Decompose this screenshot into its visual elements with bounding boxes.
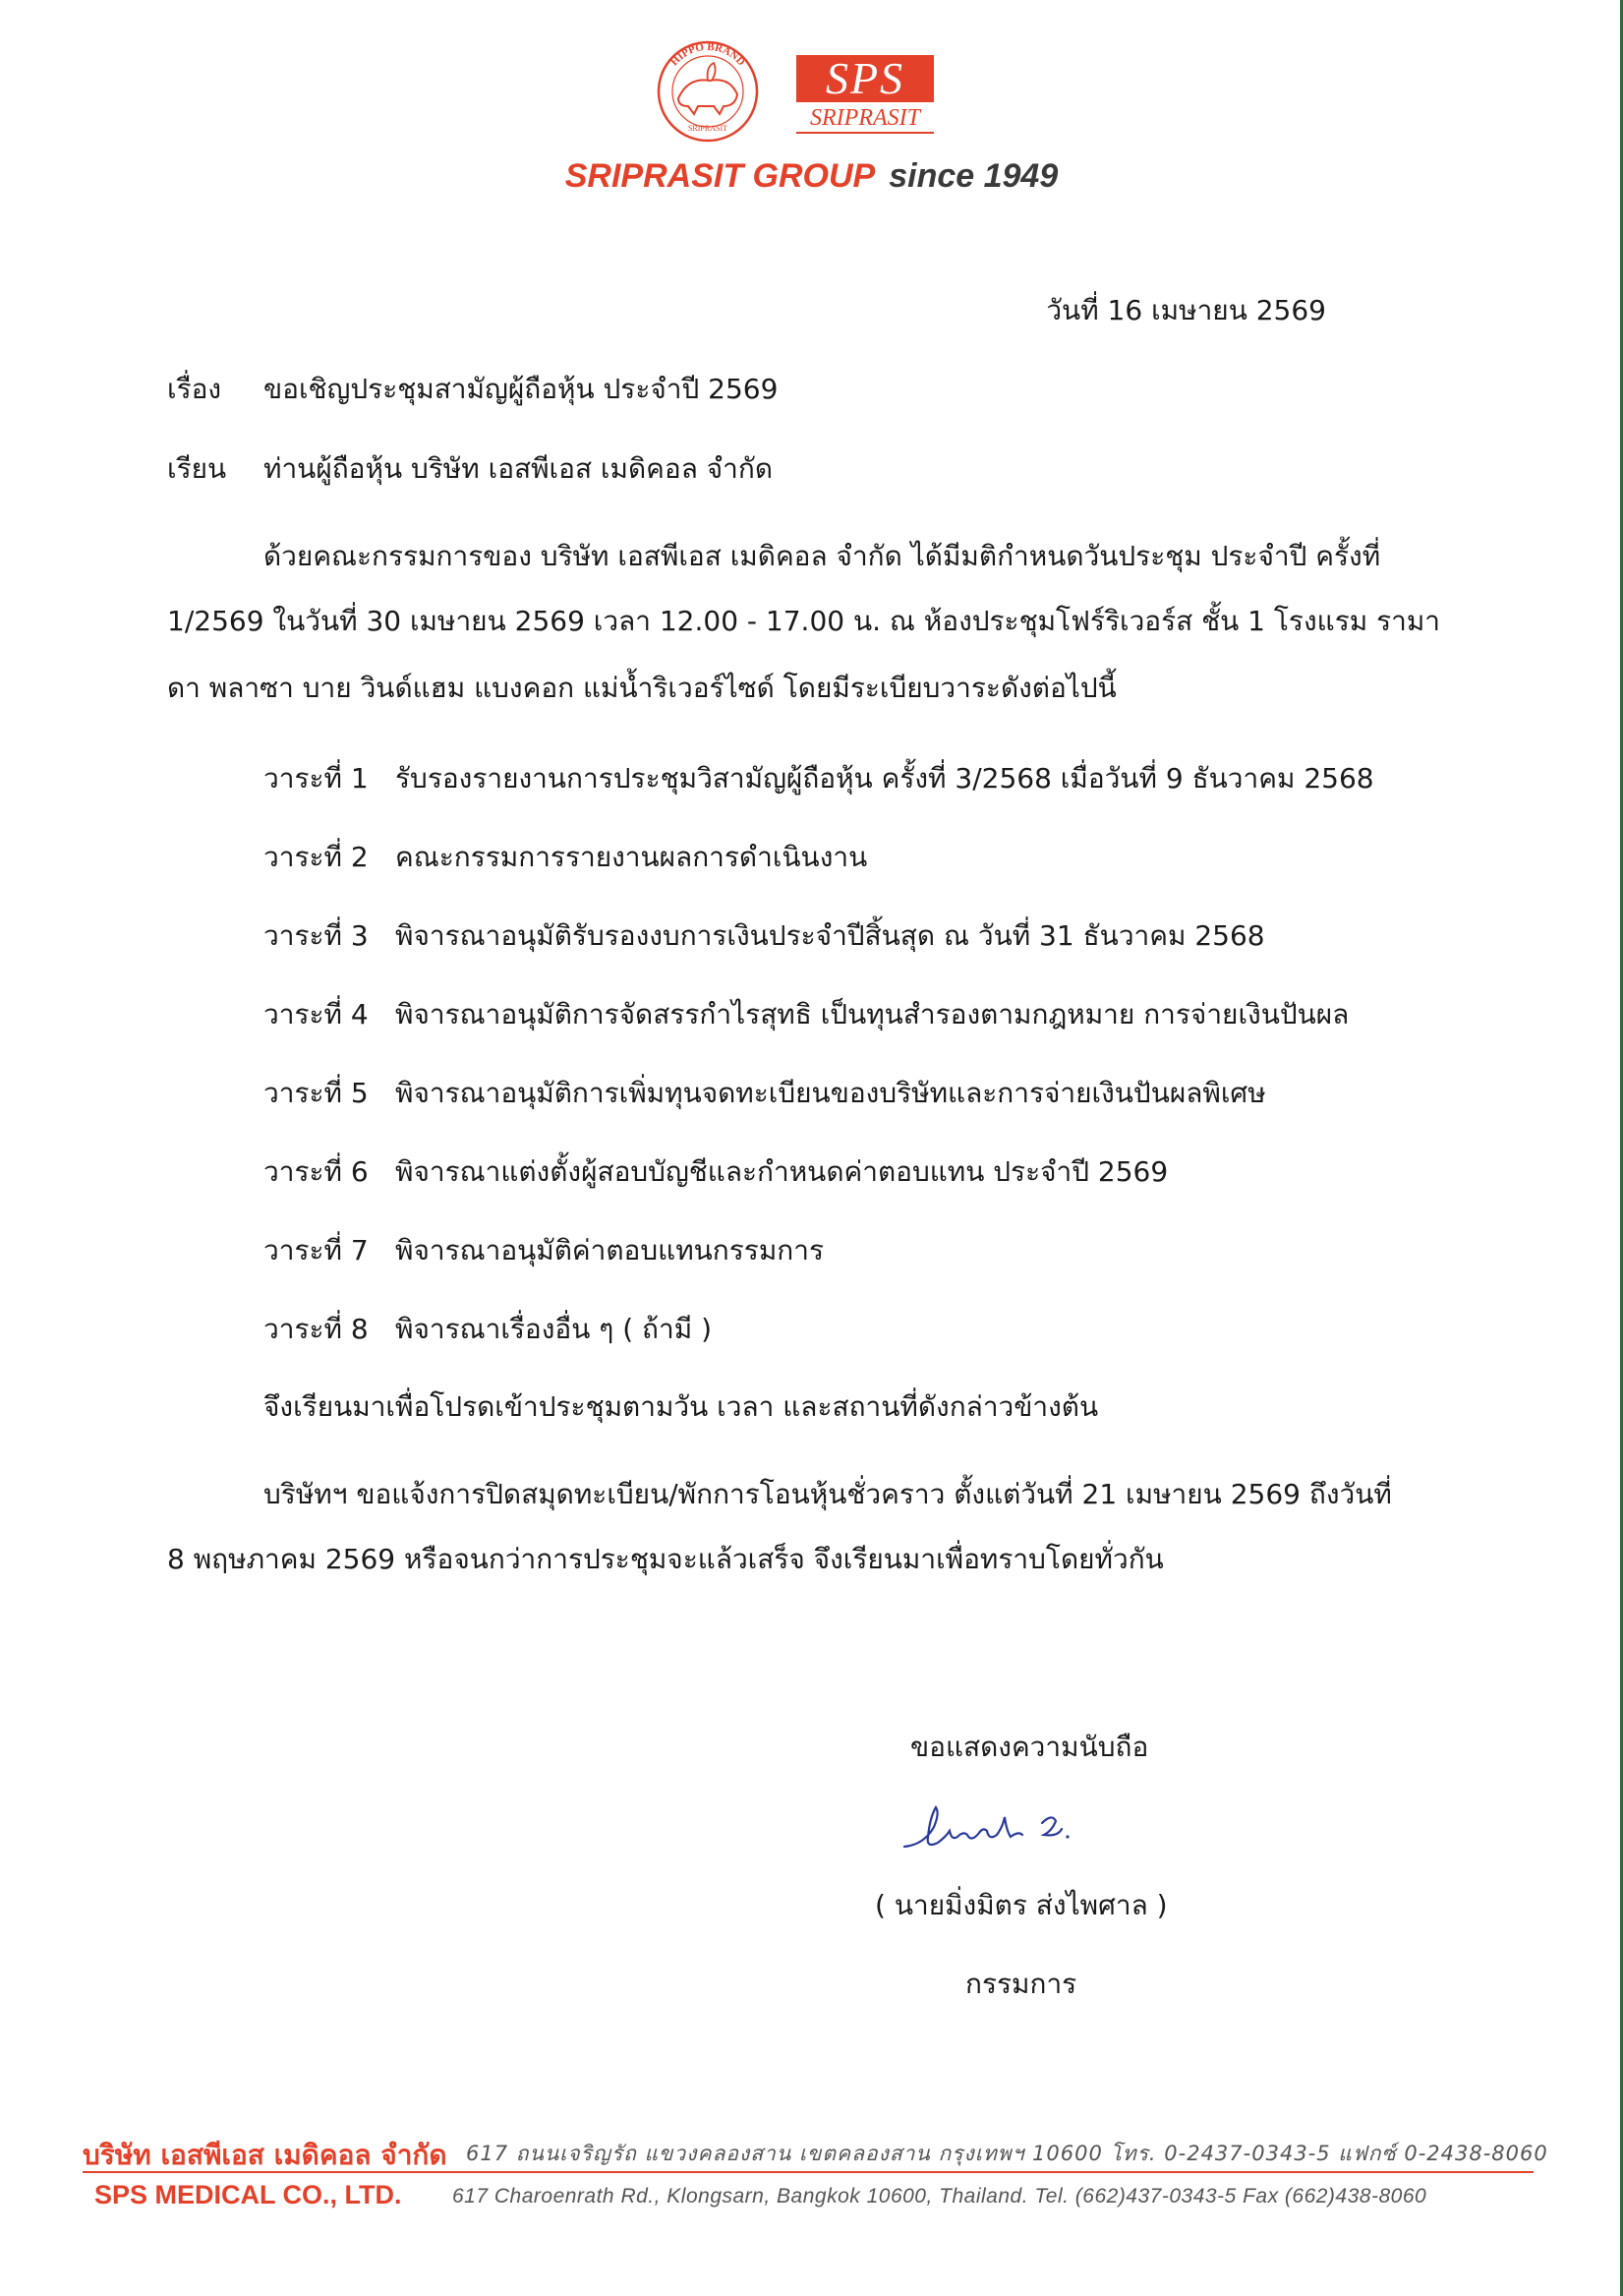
intro-line-3: ดา พลาซา บาย วินด์แฮม แบงคอก แม่น้ำริเวอร์ไซด์ โดยมีระเบียบวาระดังต่อไปนี้ xyxy=(167,672,1117,704)
footer-divider xyxy=(83,2171,1534,2173)
book-close-line-2: 8 พฤษภาคม 2569 หรือจนกว่าการประชุมจะแล้วเสร็จ จึงเรียนมาเพื่อทราบโดยทั่วกัน xyxy=(167,1543,1164,1575)
agenda-item: รับรองรายงานการประชุมวิสามัญผู้ถือหุ้น ครั้งที่ 3/2568 เมื่อวันที่ 9 ธันวาคม 2568 xyxy=(395,762,1374,795)
seal-top-text: HIPPO BRAND xyxy=(667,40,748,69)
group-name: SRIPRASIT GROUP xyxy=(564,157,876,195)
closing-invite: จึงเรียนมาเพื่อโปรดเข้าประชุมตามวัน เวลา และสถานที่ดังกล่าวข้างต้น xyxy=(263,1390,1099,1423)
hippo-brand-seal-icon xyxy=(649,37,767,146)
regards-text: ขอแสดงความนับถือ xyxy=(910,1731,1149,1763)
signatory-name: ( นายมิ่งมิตร ส่งไพศาล ) xyxy=(875,1889,1168,1921)
agenda-number: วาระที่ 1 xyxy=(263,762,369,795)
book-close-line-1: บริษัทฯ ขอแจ้งการปิดสมุดทะเบียน/พักการโอนหุ้นชั่วคราว ตั้งแต่วันที่ 21 เมษายน 2569 ถึงวันที่ xyxy=(263,1478,1392,1510)
footer-address-th: 617 ถนนเจริญรัถ แขวงคลองสาน เขตคลองสาน กรุงเทพฯ 10600 โทร. 0-2437-0343-5 แฟกซ์ 0-2438-8060 xyxy=(466,2142,1548,2165)
agenda-item: พิจารณาอนุมัติการเพิ่มทุนจดทะเบียนของบริษัทและการจ่ายเงินปันผลพิเศษ xyxy=(395,1077,1266,1109)
sps-logo: SPS xyxy=(796,55,934,102)
footer-company-th: บริษัท เอสพีเอส เมดิคอล จำกัด xyxy=(83,2139,447,2171)
group-tagline xyxy=(0,157,1623,196)
signatory-position: กรรมการ xyxy=(965,1968,1077,2000)
letter-date: วันที่ 16 เมษายน 2569 xyxy=(1046,294,1326,326)
agenda-number: วาระที่ 2 xyxy=(263,841,369,873)
seal-bottom-text: SRIPRASIT xyxy=(687,124,728,133)
agenda-item: พิจารณาแต่งตั้งผู้สอบบัญชีและกำหนดค่าตอบแทน ประจำปี 2569 xyxy=(395,1155,1169,1188)
agenda-number: วาระที่ 6 xyxy=(263,1155,369,1188)
agenda-number: วาระที่ 3 xyxy=(263,919,369,952)
agenda-number: วาระที่ 5 xyxy=(263,1077,369,1109)
agenda-number: วาระที่ 4 xyxy=(263,998,369,1030)
recipient-text: ท่านผู้ถือหุ้น บริษัท เอสพีเอส เมดิคอล จำกัด xyxy=(263,452,774,485)
intro-line-2: 1/2569 ในวันที่ 30 เมษายน 2569 เวลา 12.00 - 17.00 น. ณ ห้องประชุมโฟร์ริเวอร์ส ชั้น 1 โรงแรม รามา xyxy=(167,605,1441,637)
recipient-label: เรียน xyxy=(167,452,227,485)
svg-text:HIPPO BRAND xyxy=(668,41,747,68)
footer-company-en: SPS MEDICAL CO., LTD. xyxy=(94,2180,402,2209)
since-year: since 1949 xyxy=(889,157,1059,195)
agenda-number: วาระที่ 7 xyxy=(263,1234,369,1266)
intro-line-1: ด้วยคณะกรรมการของ บริษัท เอสพีเอส เมดิคอล จำกัด ได้มีมติกำหนดวันประชุม ประจำปี ครั้งที่ xyxy=(263,540,1381,572)
subject-label: เรื่อง xyxy=(167,373,222,405)
footer-address-en: 617 Charoenrath Rd., Klongsarn, Bangkok 10600, Thailand. Tel. (662)437-0343-5 Fax (662)438-8060 xyxy=(452,2185,1427,2208)
subject-text: ขอเชิญประชุมสามัญผู้ถือหุ้น ประจำปี 2569 xyxy=(263,373,779,405)
agenda-item: พิจารณาอนุมัติรับรองงบการเงินประจำปีสิ้นสุด ณ วันที่ 31 ธันวาคม 2568 xyxy=(395,919,1265,952)
agenda-number: วาระที่ 8 xyxy=(263,1313,369,1345)
agenda-item: พิจารณาเรื่องอื่น ๆ ( ถ้ามี ) xyxy=(395,1313,712,1345)
agenda-item: คณะกรรมการรายงานผลการดำเนินงาน xyxy=(395,841,868,873)
letterhead-logos xyxy=(649,37,973,146)
sps-logo-subtitle: SRIPRASIT xyxy=(796,104,934,134)
agenda-item: พิจารณาอนุมัติค่าตอบแทนกรรมการ xyxy=(395,1234,824,1266)
handwritten-signature xyxy=(895,1788,1111,1866)
agenda-item: พิจารณาอนุมัติการจัดสรรกำไรสุทธิ เป็นทุนสำรองตามกฎหมาย การจ่ายเงินปันผล xyxy=(395,998,1350,1030)
